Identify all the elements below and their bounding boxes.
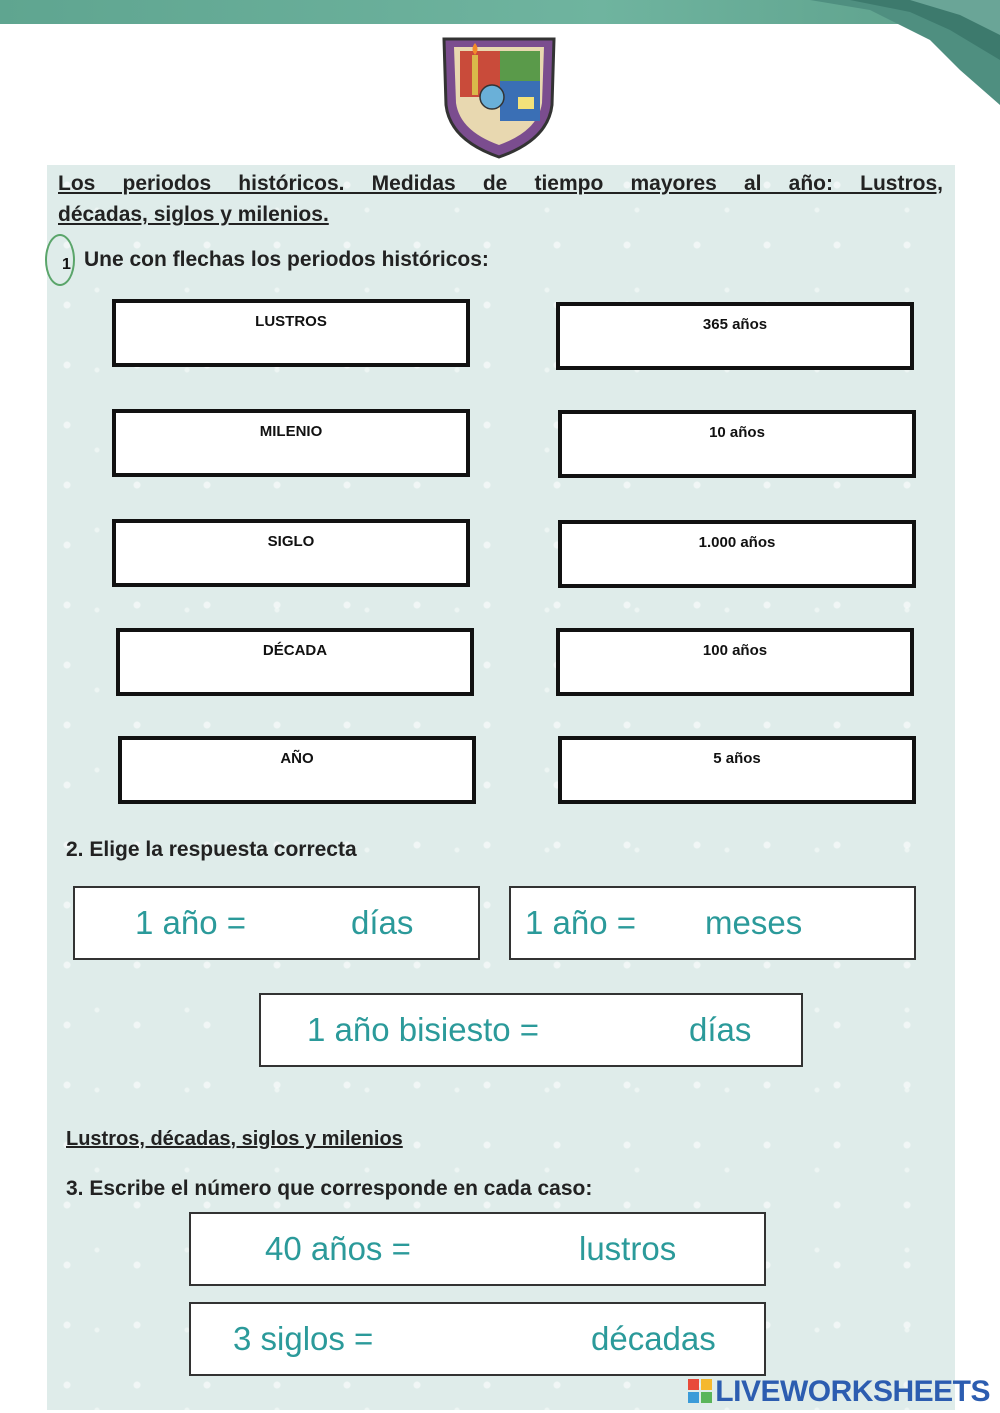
answer-box-leap-year[interactable]: [259, 993, 803, 1067]
answer-box-unit: días: [689, 1011, 752, 1048]
answer-box-lustros[interactable]: [189, 1212, 766, 1286]
match-right-box[interactable]: 1.000 años: [558, 520, 916, 588]
liveworksheets-brand: [688, 1375, 990, 1409]
question-1-number-badge: [45, 234, 75, 286]
answer-box-decadas[interactable]: [189, 1302, 766, 1376]
question-2-prompt: 2. Elige la respuesta correcta: [66, 838, 357, 861]
answer-box-unit: meses: [705, 904, 803, 941]
match-left-box[interactable]: SIGLO: [112, 519, 470, 587]
match-left-box[interactable]: AÑO: [118, 736, 476, 804]
answer-box-days[interactable]: [73, 886, 480, 960]
match-right-box[interactable]: 100 años: [556, 628, 914, 696]
question-1-prompt: Une con flechas los periodos históricos:: [84, 248, 489, 271]
match-right-box[interactable]: 365 años: [556, 302, 914, 370]
match-left-box[interactable]: DÉCADA: [116, 628, 474, 696]
match-left-box[interactable]: MILENIO: [112, 409, 470, 477]
answer-box-left-text: 3 siglos =: [233, 1320, 374, 1357]
answer-box-left-text: 40 años =: [265, 1230, 411, 1267]
liveworksheets-logo-icon: [688, 1379, 712, 1403]
answer-box-unit: días: [351, 904, 414, 941]
question-3-prompt: 3. Escribe el número que corresponde en cada caso:: [66, 1177, 593, 1200]
answer-box-months[interactable]: [509, 886, 916, 960]
section-heading: Lustros, décadas, siglos y milenios: [66, 1128, 403, 1150]
page-title-line1: Los periodos históricos. Medidas de tiempo mayores al año: Lustros,: [58, 172, 943, 195]
answer-box-unit: décadas: [591, 1320, 716, 1357]
match-left-box[interactable]: LUSTROS: [112, 299, 470, 367]
brand-name: LIVEWORKSHEETS: [715, 1375, 990, 1408]
school-crest-logo: [440, 35, 558, 160]
match-right-box[interactable]: 10 años: [558, 410, 916, 478]
answer-box-left-text: 1 año =: [135, 904, 247, 941]
answer-box-left-text: 1 año =: [525, 904, 637, 941]
answer-box-left-text: 1 año bisiesto =: [307, 1011, 540, 1048]
answer-box-unit: lustros: [579, 1230, 677, 1267]
corner-decoration: [810, 0, 1000, 110]
page-title-line2: décadas, siglos y milenios.: [58, 203, 329, 226]
match-right-box[interactable]: 5 años: [558, 736, 916, 804]
question-1-number: 1: [62, 256, 71, 273]
